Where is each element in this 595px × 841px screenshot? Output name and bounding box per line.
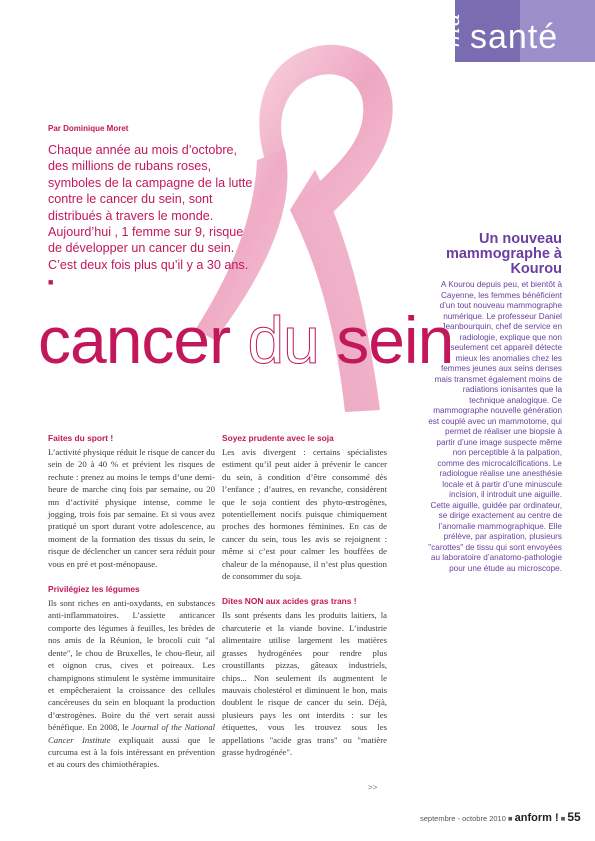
paragraph-sport: L’activité physique réduit le risque de cancer du sein de 20 à 40 % et prévient les risques de rechute : prenez au moins le temps d’une demi-heure de marche cinq fois par semaine, ou 20 mn d’activité physique intense, comme le jogging, trois fois par semaine. Et si vous avez pratiqué un sport durant votre adolescence, au moment de la formation des tissus du sein, le risque de déclencher un cancer sera réduit pour vous en pré et post-ménopause.: [48, 447, 215, 569]
byline: Par Dominique Moret: [48, 124, 129, 133]
page-footer: [420, 810, 581, 824]
legumes-text-b: expliquait aussi que le curcuma est à la fois intéressant en prévention et au cours des chimiothérapies.: [48, 734, 215, 770]
section-prefix: ma: [440, 12, 465, 48]
headline-part1: cancer: [38, 303, 248, 377]
section-title: santé: [470, 18, 559, 56]
legumes-text-a: Ils sont riches en anti-oxydants, en substances anti-inflammatoires. L’assiette anticancer comporte des légumes à feuilles, les brèdes de nos amis de la Réunion, le brocoli cuit "al dente", le chou de Bruxelles, le chou-fleur, ail et oignon crus, cives et poireaux. Les champignons stimulent le système immunitaire et empêcheraient la croissance des cellules cancéreuses du sein en bloquant la production d’œstrogènes. Boire du thé vert serait aussi bénéfique. En 2008, le: [48, 598, 215, 733]
headline-part3: sein: [318, 303, 454, 377]
section-heading-acides: Dites NON aux acides gras trans !: [222, 596, 357, 607]
continue-arrow: >>: [368, 783, 378, 792]
paragraph-legumes: [48, 597, 215, 771]
lead-paragraph: [48, 142, 253, 291]
journal-title: Journal of the National Cancer Institute: [48, 722, 216, 745]
footer-square-icon-2: ■: [560, 814, 566, 823]
page-number: 55: [567, 810, 581, 824]
paragraph-acides: Ils sont présents dans les produits laitiers, la charcuterie et la viande bovine. L’industrie alimentaire utilise largement les matières grasses hydrogénées pour rendre plus croustillants pizzas, gâteaux industriels, chips... Non seulement ils augmentent le mauvais cholestérol et diminuent le bon, mais doublent le risque de cancer du sein. Déjà, plusieurs pays les ont interdits : sur les étiquettes, vous les trouvez sous les appellations "acide gras trans" ou "matière grasse hydrogénée".: [222, 610, 387, 757]
article-column-1: [48, 433, 215, 785]
sidebar-body: A Kourou depuis peu, et bientôt à Cayenne, les femmes bénéficient d’un tout nouveau mammographe numérique. Le professeur Daniel Jeanbourquin, chef de service en radiologie, explique que non seulement cet appareil détecte mieux les anomalies chez les femmes jeunes aux seins denses mais transmet également moins de radiations ionisantes que la technique analogique. Ce mammographe nouvelle génération est couplé avec un mammotome, qui permet de réaliser une biopsie à partir d’une image suspecte même non perceptible à la palpation, comme des microcalcifications. Le radiologue réalise une anesthésie locale et à partir d’une minuscule incision, il introduit une aiguille. Cette aiguille, guidée par ordinateur, se dirige exactement au centre de l’anomalie mammographique. Elle prélève, par aspiration, plusieurs "carottes" de tissu qui sont envoyées au laboratoire d’anatomo-pathologie pour une étude au microscope.: [428, 280, 562, 573]
section-heading-soja: Soyez prudente avec le soja: [222, 433, 334, 443]
end-mark-icon: ■: [48, 277, 54, 288]
headline-part2: du: [247, 303, 319, 377]
sidebar-title: Un nouveau mammographe à Kourou: [445, 231, 562, 277]
issue-date: septembre - octobre 2010: [420, 814, 506, 823]
footer-square-icon: ■: [507, 814, 513, 823]
magazine-brand: anform !: [514, 812, 559, 824]
lead-text: Chaque année au mois d’octobre, des millions de rubans roses, symboles de la campagne de la lutte contre le cancer du sein, sont distribués à travers le monde. Aujourd’hui , 1 femme sur 9, risque de développer un cancer du sein. C’est deux fois plus qu’il y a 30 ans.: [48, 143, 253, 272]
section-heading-legumes: Privilégiez les légumes: [48, 584, 140, 595]
paragraph-soja: Les avis divergent : certains spécialistes estiment qu’il peut aider à prévenir le cancer du sein, à condition d’être consommé dès l’enfance ; d’autres, en revanche, considèrent que le soja contient des phyto-œstrogènes, potentiellement nocifs puisque chimiquement proches des hormones féminines. En cas de cancer du sein, tous les avis se rejoignent : même si c’est pour calmer les bouffées de chaleur de la ménopause, il n’est plus question de consommer du soja.: [222, 447, 387, 582]
article-headline: [38, 305, 453, 375]
section-heading-sport: Faites du sport !: [48, 433, 114, 443]
article-column-2: [222, 433, 387, 772]
